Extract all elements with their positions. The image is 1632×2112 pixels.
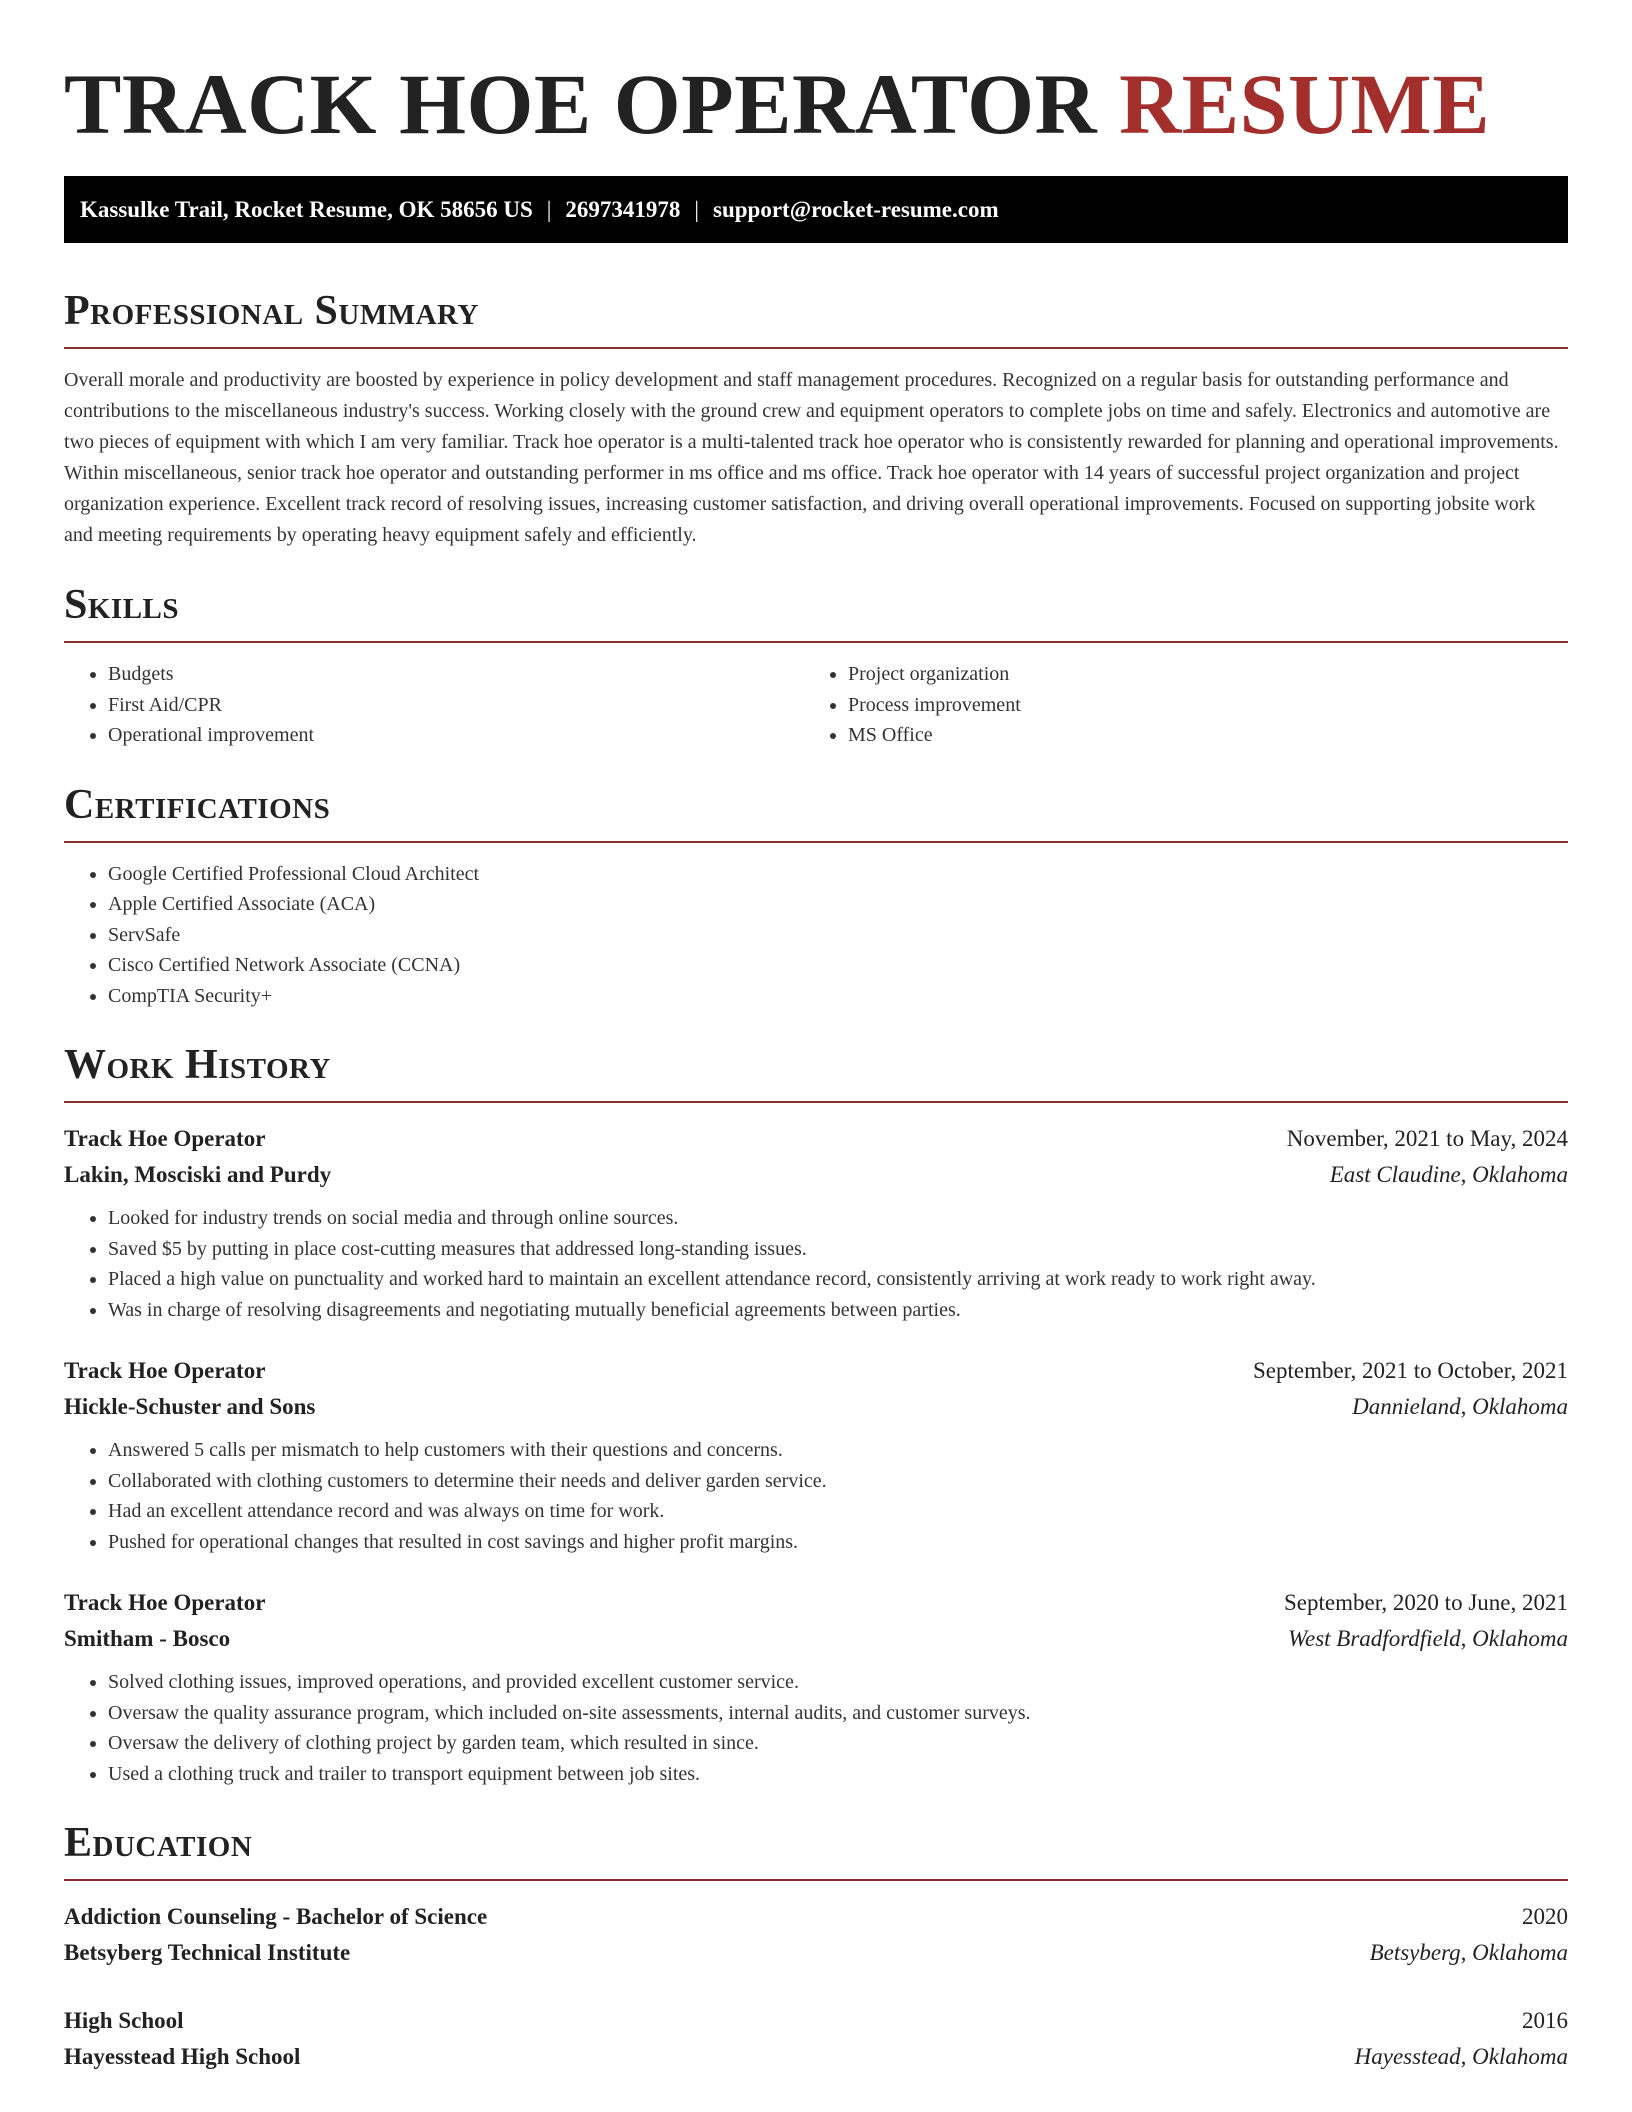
certifications-section xyxy=(64,781,1568,1012)
job-entry xyxy=(64,1353,1568,1557)
education-degree: Addiction Counseling - Bachelor of Science xyxy=(64,1904,488,1929)
education-header-row xyxy=(64,1899,1568,1935)
education-entry xyxy=(64,1899,1568,1971)
contact-separator: | xyxy=(546,196,552,222)
work-history-heading: Work History xyxy=(64,1041,1568,1103)
certification-item: • Cisco Certified Network Associate (CCNA) xyxy=(108,950,1568,981)
summary-text: Overall morale and productivity are boosted by experience in policy development and staff management procedures. Recognized on a regular basis for outstanding performance and contributions to the miscellaneous industry's success. Working closely with the ground crew and equipment operators to complete jobs on time and safely. Electronics and automotive are two pieces of equipment with which I am very familiar. Track hoe operator is a multi-talented track hoe operator who is consistently rewarded for planning and operational improvements. Within miscellaneous, senior track hoe operator and outstanding performer in ms office and ms office. Track hoe operator with 14 years of successful project organization and project organization experience. Excellent track record of resolving issues, increasing customer satisfaction, and driving overall operational improvements. Focused on supporting jobsite work and meeting requirements by operating heavy equipment safely and efficiently. xyxy=(64,369,1559,546)
skills-grid xyxy=(64,643,1568,751)
resume-title xyxy=(64,56,1568,152)
contact-address: Kassulke Trail, Rocket Resume, OK 58656 US xyxy=(80,196,533,222)
job-bullet: • Oversaw the delivery of clothing project by garden team, which resulted in since. xyxy=(108,1728,1568,1759)
certification-item: • CompTIA Security+ xyxy=(108,981,1568,1012)
education-year: 2020 xyxy=(1522,1904,1568,1929)
education-school-row xyxy=(64,1935,1568,1971)
job-company-row xyxy=(64,1621,1568,1657)
education-location: Betsyberg, Oklahoma xyxy=(1369,1940,1568,1965)
job-bullets xyxy=(64,1435,1568,1557)
contact-phone: 2697341978 xyxy=(565,196,681,222)
job-entry xyxy=(64,1585,1568,1789)
education-section xyxy=(64,1819,1568,2075)
title-main: TRACK HOE OPERATOR xyxy=(64,56,1098,152)
job-header-row xyxy=(64,1121,1568,1157)
job-bullet: • Was in charge of resolving disagreements and negotiating mutually beneficial agreements between parties. xyxy=(108,1295,1568,1326)
job-title: Track Hoe Operator xyxy=(64,1590,266,1615)
education-school-row xyxy=(64,2039,1568,2075)
job-location: Dannieland, Oklahoma xyxy=(1352,1394,1568,1419)
job-bullet: • Oversaw the quality assurance program, which included on-site assessments, internal audits, and customer surveys. xyxy=(108,1698,1568,1729)
education-entry xyxy=(64,2003,1568,2075)
job-bullet: • Collaborated with clothing customers to determine their needs and deliver garden service. xyxy=(108,1466,1568,1497)
job-bullet: • Pushed for operational changes that resulted in cost savings and higher profit margins. xyxy=(108,1527,1568,1558)
skill-item: • First Aid/CPR xyxy=(108,690,804,721)
skills-section xyxy=(64,581,1568,751)
certification-item: • ServSafe xyxy=(108,920,1568,951)
contact-separator: | xyxy=(694,196,699,222)
skills-list-right xyxy=(804,659,1544,751)
job-location: East Claudine, Oklahoma xyxy=(1329,1162,1568,1187)
education-school: Betsyberg Technical Institute xyxy=(64,1940,351,1965)
skill-item: • Process improvement xyxy=(848,690,1544,721)
job-dates: September, 2021 to October, 2021 xyxy=(1253,1358,1568,1383)
job-dates: September, 2020 to June, 2021 xyxy=(1284,1590,1568,1615)
education-year: 2016 xyxy=(1522,2008,1568,2033)
contact-bar xyxy=(64,176,1568,243)
job-title: Track Hoe Operator xyxy=(64,1358,266,1383)
job-company: Hickle-Schuster and Sons xyxy=(64,1394,316,1419)
certifications-list xyxy=(64,859,1568,1012)
job-title: Track Hoe Operator xyxy=(64,1126,266,1151)
job-bullet: • Looked for industry trends on social media and through online sources. xyxy=(108,1203,1568,1234)
job-company: Smitham - Bosco xyxy=(64,1626,231,1651)
education-school: Hayesstead High School xyxy=(64,2044,301,2069)
skill-item: • Budgets xyxy=(108,659,804,690)
skill-item: • Project organization xyxy=(848,659,1544,690)
certification-item: • Google Certified Professional Cloud Architect xyxy=(108,859,1568,890)
certification-item: • Apple Certified Associate (ACA) xyxy=(108,889,1568,920)
skill-item: • Operational improvement xyxy=(108,720,804,751)
job-bullets xyxy=(64,1203,1568,1325)
title-accent: RESUME xyxy=(1119,56,1491,152)
job-bullet: • Saved $5 by putting in place cost-cutting measures that addressed long-standing issues. xyxy=(108,1234,1568,1265)
job-company-row xyxy=(64,1157,1568,1193)
work-history-section xyxy=(64,1041,1568,1789)
skills-heading: Skills xyxy=(64,581,1568,643)
job-company-row xyxy=(64,1389,1568,1425)
skill-item: • MS Office xyxy=(848,720,1544,751)
contact-email: support@rocket-resume.com xyxy=(713,196,999,222)
job-header-row xyxy=(64,1353,1568,1389)
job-bullet: • Used a clothing truck and trailer to transport equipment between job sites. xyxy=(108,1759,1568,1790)
skills-list-left xyxy=(64,659,804,751)
job-bullet: • Placed a high value on punctuality and worked hard to maintain an excellent attendance record, consistently arriving at work ready to work right away. xyxy=(108,1264,1568,1295)
education-header-row xyxy=(64,2003,1568,2039)
job-location: West Bradfordfield, Oklahoma xyxy=(1287,1626,1568,1651)
summary-section xyxy=(64,287,1568,551)
education-location: Hayesstead, Oklahoma xyxy=(1354,2044,1568,2069)
job-company: Lakin, Mosciski and Purdy xyxy=(64,1162,332,1187)
summary-heading: Professional Summary xyxy=(64,287,1568,349)
job-bullet: • Answered 5 calls per mismatch to help customers with their questions and concerns. xyxy=(108,1435,1568,1466)
job-bullet: • Solved clothing issues, improved operations, and provided excellent customer service. xyxy=(108,1667,1568,1698)
job-entry xyxy=(64,1121,1568,1325)
job-dates: November, 2021 to May, 2024 xyxy=(1286,1126,1568,1151)
job-bullets xyxy=(64,1667,1568,1789)
job-header-row xyxy=(64,1585,1568,1621)
resume-page xyxy=(64,0,1568,2075)
job-bullet: • Had an excellent attendance record and was always on time for work. xyxy=(108,1496,1568,1527)
certifications-heading: Certifications xyxy=(64,781,1568,843)
education-degree: High School xyxy=(64,2008,184,2033)
education-heading: Education xyxy=(64,1819,1568,1881)
